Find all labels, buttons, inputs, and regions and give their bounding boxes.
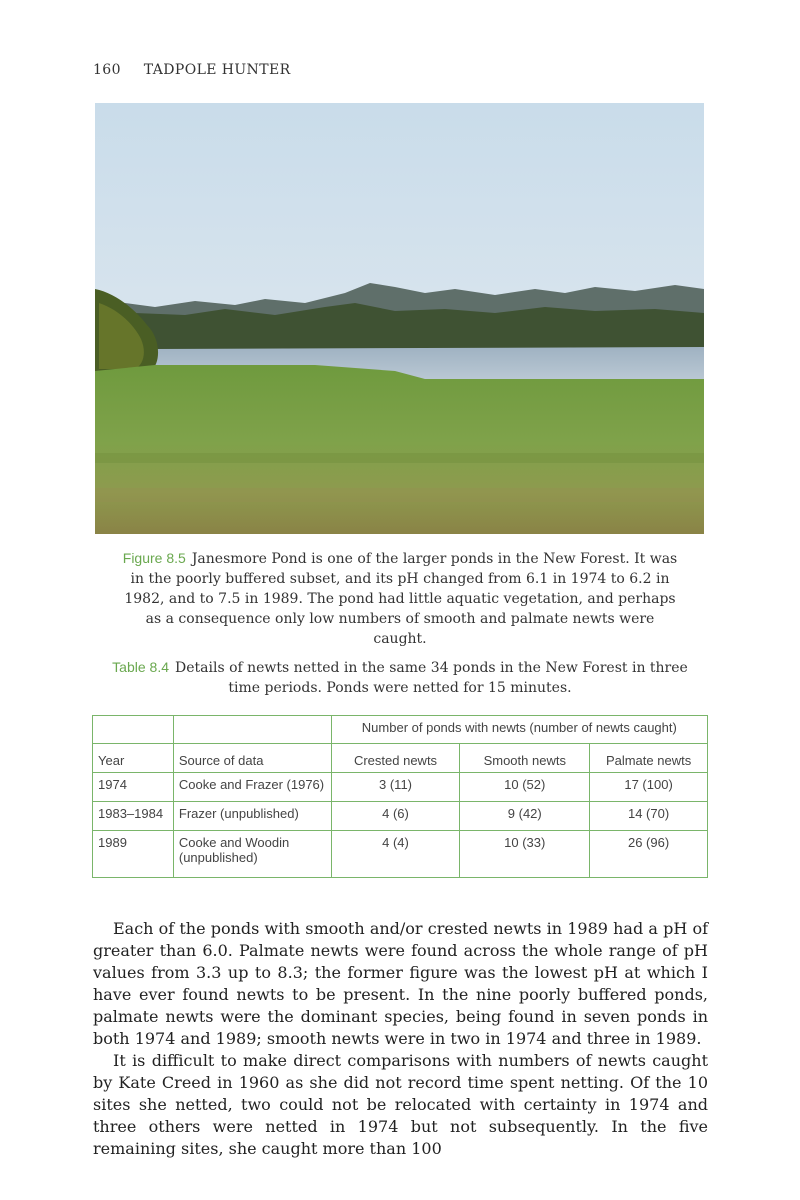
- table-cell: 4 (6): [331, 802, 460, 831]
- table-cell: 4 (4): [331, 831, 460, 878]
- column-header-year: Year: [93, 744, 174, 773]
- table-cell: 1989: [93, 831, 174, 878]
- body-text: [93, 918, 708, 1160]
- table-caption-text: Details of newts netted in the same 34 ponds in the New Forest in three time periods. Ponds were netted for 15 minutes.: [175, 660, 688, 696]
- table-header-row: [93, 744, 708, 773]
- figure-caption: [120, 548, 680, 649]
- table-cell: 3 (11): [331, 773, 460, 802]
- figure-label: Figure 8.5: [122, 550, 186, 566]
- table-cell: 17 (100): [590, 773, 708, 802]
- column-header-source: Source of data: [173, 744, 331, 773]
- paragraph: Each of the ponds with smooth and/or crested newts in 1989 had a pH of greater than 6.0. Palmate newts were found across the whole range of pH values from 3.3 up to 8.3; the former figure was the lowest pH at which I have ever found newts to be present. In the nine poorly buffered ponds, palmate newts were the dominant species, being found in seven ponds in both 1974 and 1989; smooth newts were in two in 1974 and three in 1989.: [93, 919, 708, 1048]
- table-header-row: [93, 716, 708, 744]
- table-caption: [100, 657, 700, 698]
- newts-table: [92, 715, 708, 878]
- running-title: TADPOLE HUNTER: [143, 62, 291, 78]
- page-number: 160: [93, 62, 121, 78]
- table-cell: 26 (96): [590, 831, 708, 878]
- table-cell: 14 (70): [590, 802, 708, 831]
- table-row: [93, 802, 708, 831]
- table-row: [93, 773, 708, 802]
- table-cell: 1974: [93, 773, 174, 802]
- table-header-blank: [93, 716, 174, 744]
- paragraph: It is difficult to make direct comparisons with numbers of newts caught by Kate Creed in 1960 as she did not record time spent netting. Of the 10 sites she netted, two could not be relocated with certainty in 1974 and three others were netted in 1974 but not subsequently. In the five remaining sites, she caught more than 100: [93, 1051, 708, 1158]
- pond-photograph: [95, 103, 704, 534]
- table-cell: Cooke and Woodin (unpublished): [173, 831, 331, 878]
- table-cell: Cooke and Frazer (1976): [173, 773, 331, 802]
- table-cell: Frazer (unpublished): [173, 802, 331, 831]
- table-cell: 9 (42): [460, 802, 590, 831]
- column-header-palmate: Palmate newts: [590, 744, 708, 773]
- table-row: [93, 831, 708, 878]
- running-head: [93, 62, 291, 78]
- table-cell: 10 (33): [460, 831, 590, 878]
- group-header: Number of ponds with newts (number of newts caught): [331, 716, 707, 744]
- figure-caption-text: Janesmore Pond is one of the larger ponds in the New Forest. It was in the poorly buffered subset, and its pH changed from 6.1 in 1974 to 6.2 in 1982, and to 7.5 in 1989. The pond had little aquatic vegetation, and perhaps as a consequence only low numbers of smooth and palmate newts were caught.: [124, 551, 678, 647]
- table-header-blank: [173, 716, 331, 744]
- column-header-crested: Crested newts: [331, 744, 460, 773]
- table-label: Table 8.4: [112, 659, 169, 675]
- table-cell: 1983–1984: [93, 802, 174, 831]
- table-cell: 10 (52): [460, 773, 590, 802]
- column-header-smooth: Smooth newts: [460, 744, 590, 773]
